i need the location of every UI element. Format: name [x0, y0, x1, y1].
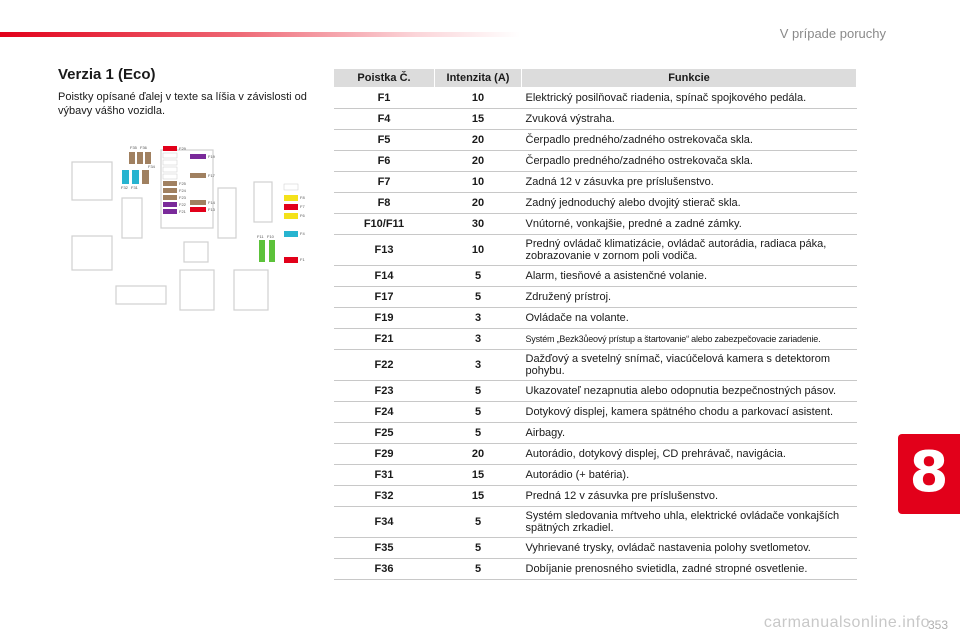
- fuse-table: [333, 68, 857, 580]
- fuse-f21: [163, 209, 177, 214]
- fuse-label: F4: [300, 231, 305, 236]
- table-header-row: [334, 69, 857, 88]
- fuse-number-cell: F22: [334, 350, 435, 381]
- table-row: [334, 444, 857, 465]
- table-row: [334, 465, 857, 486]
- fuse-label: F1: [300, 257, 305, 262]
- fuse-number-cell: F24: [334, 402, 435, 423]
- fuse-number-cell: F1: [334, 88, 435, 109]
- function-cell: Dobíjanie prenosného svietidla, zadné stropné osvetlenie.: [522, 559, 857, 580]
- outline-box: [116, 286, 166, 304]
- fuse-f10: [269, 240, 275, 262]
- fuse-number-cell: F14: [334, 266, 435, 287]
- function-cell: Ovládače na volante.: [522, 308, 857, 329]
- function-cell: Zadný jednoduchý alebo dvojitý stierač skla.: [522, 193, 857, 214]
- header-accent-bar: [0, 32, 520, 37]
- amperage-cell: 10: [435, 172, 522, 193]
- fuse-f30: [142, 170, 149, 184]
- amperage-cell: 15: [435, 465, 522, 486]
- table-row: [334, 193, 857, 214]
- table-row: [334, 329, 857, 350]
- table-row: [334, 214, 857, 235]
- fuse-number-cell: F25: [334, 423, 435, 444]
- amperage-cell: 5: [435, 559, 522, 580]
- page-heading: Verzia 1 (Eco): [58, 66, 156, 83]
- function-cell: Autorádio (+ batéria).: [522, 465, 857, 486]
- amperage-cell: 15: [435, 109, 522, 130]
- fuse-f8: [284, 195, 298, 201]
- amperage-cell: 15: [435, 486, 522, 507]
- amperage-cell: 20: [435, 151, 522, 172]
- fuse-f29: [163, 146, 177, 151]
- fuse-label: F13: [208, 207, 215, 212]
- fuse-box-diagram: [60, 140, 320, 320]
- fuse-label: F23: [179, 195, 186, 200]
- fuse-label: F8: [300, 195, 305, 200]
- fuse-f34: [145, 152, 151, 164]
- fuse-number-cell: F21: [334, 329, 435, 350]
- table-row: [334, 402, 857, 423]
- fuse-f14: [190, 200, 206, 205]
- fuse-label: F17: [208, 173, 215, 178]
- page-number: 353: [927, 618, 948, 632]
- fuse-number-cell: F17: [334, 287, 435, 308]
- fuse-number-cell: F34: [334, 507, 435, 538]
- table-row: [334, 151, 857, 172]
- watermark: carmanualsonline.info: [763, 614, 930, 631]
- fuse-number-cell: F6: [334, 151, 435, 172]
- function-cell: Čerpadlo predného/zadného ostrekovača skla.: [522, 130, 857, 151]
- fuse-label: F14: [208, 200, 215, 205]
- fuse-f36: [137, 152, 143, 164]
- fuse-f31: [132, 170, 139, 184]
- fuse-number-cell: F36: [334, 559, 435, 580]
- fuse-f6: [284, 213, 298, 219]
- col-header-fuse: Poistka Č.: [334, 69, 435, 88]
- fuse-column-right: [259, 184, 298, 263]
- function-cell: Vyhrievané trysky, ovládač nastavenia polohy svetlometov.: [522, 538, 857, 559]
- fuse-f4: [284, 231, 298, 237]
- outline-box: [72, 236, 112, 270]
- amperage-cell: 5: [435, 423, 522, 444]
- amperage-cell: 5: [435, 507, 522, 538]
- fuse-number-cell: F31: [334, 465, 435, 486]
- fuse-number-cell: F35: [334, 538, 435, 559]
- outline-box: [184, 242, 208, 262]
- fuse-label: F34: [148, 164, 155, 169]
- outline-box: [122, 198, 142, 238]
- fuse-f17: [190, 173, 206, 178]
- outline-box: [254, 182, 272, 222]
- function-cell: Systém sledovania mŕtveho uhla, elektrické ovládače vonkajších spätných zrkadiel.: [522, 507, 857, 538]
- intro-text: Poistky opísané ďalej v texte sa líšia v závislosti od výbavy vášho vozidla.: [58, 91, 307, 117]
- fuse-f11: [259, 240, 265, 262]
- function-cell: Predný ovládač klimatizácie, ovládač autorádia, radiaca páka, zobrazovanie v zornom poli vodiča.: [522, 235, 857, 266]
- fuse-label: F22: [179, 202, 186, 207]
- fuse-label: F11: [257, 234, 264, 239]
- amperage-cell: 3: [435, 308, 522, 329]
- table-row: [334, 507, 857, 538]
- amperage-cell: 5: [435, 287, 522, 308]
- function-cell: Zvuková výstraha.: [522, 109, 857, 130]
- fuse-label: F25: [179, 181, 186, 186]
- amperage-cell: 20: [435, 444, 522, 465]
- fuse-f13: [190, 207, 206, 212]
- fuse-f25: [163, 181, 177, 186]
- fuse-number-cell: F4: [334, 109, 435, 130]
- fuse-number-cell: F29: [334, 444, 435, 465]
- fuse-number-cell: F5: [334, 130, 435, 151]
- fuse-f24: [163, 188, 177, 193]
- table-row: [334, 109, 857, 130]
- fuse-f35: [129, 152, 135, 164]
- amperage-cell: 10: [435, 235, 522, 266]
- fuse-cluster-left: [122, 152, 151, 184]
- function-cell: Dotykový displej, kamera spätného chodu a parkovací asistent.: [522, 402, 857, 423]
- table-row: [334, 130, 857, 151]
- function-cell: Zadná 12 v zásuvka pre príslušenstvo.: [522, 172, 857, 193]
- table-row: [334, 287, 857, 308]
- fuse-f23: [163, 195, 177, 200]
- fuse-number-cell: F32: [334, 486, 435, 507]
- fuse-label: F35: [130, 145, 137, 150]
- fuse-number-cell: F8: [334, 193, 435, 214]
- function-cell: Predná 12 v zásuvka pre príslušenstvo.: [522, 486, 857, 507]
- table-row: [334, 381, 857, 402]
- fuse-number-cell: F7: [334, 172, 435, 193]
- table-row: [334, 308, 857, 329]
- amperage-cell: 3: [435, 329, 522, 350]
- function-cell: Airbagy.: [522, 423, 857, 444]
- amperage-cell: 5: [435, 381, 522, 402]
- amperage-cell: 20: [435, 193, 522, 214]
- amperage-cell: 5: [435, 538, 522, 559]
- fuse-label: F19: [208, 154, 215, 159]
- table-row: [334, 266, 857, 287]
- function-cell: Elektrický posilňovač riadenia, spínač spojkového pedála.: [522, 88, 857, 109]
- fuse-number-cell: F23: [334, 381, 435, 402]
- fuse-label: F32: [121, 185, 128, 190]
- col-header-function: Funkcie: [522, 69, 857, 88]
- amperage-cell: 10: [435, 88, 522, 109]
- function-cell: Dažďový a svetelný snímač, viacúčelová kamera s detektorom pohybu.: [522, 350, 857, 381]
- fuse-label: F10: [267, 234, 274, 239]
- table-row: [334, 235, 857, 266]
- table-row: [334, 423, 857, 444]
- fuse-label: F31: [131, 185, 138, 190]
- fuse-f19: [190, 154, 206, 159]
- function-cell: Systém „Bezk3ůeový prístup a štartovanie“ alebo zabezpečovacie zariadenie.: [522, 329, 857, 350]
- fuse-f22: [163, 202, 177, 207]
- amperage-cell: 5: [435, 402, 522, 423]
- amperage-cell: 5: [435, 266, 522, 287]
- function-cell: Ukazovateľ nezapnutia alebo odopnutia bezpečnostných pásov.: [522, 381, 857, 402]
- fuse-label: F29: [179, 146, 186, 151]
- fuse-number-cell: F19: [334, 308, 435, 329]
- table-row: [334, 172, 857, 193]
- function-cell: Autorádio, dotykový displej, CD prehrávač, navigácia.: [522, 444, 857, 465]
- table-row: [334, 88, 857, 109]
- outline-box: [234, 270, 268, 310]
- fuse-label: F6: [300, 213, 305, 218]
- outline-box: [72, 162, 112, 200]
- chapter-badge: [898, 434, 960, 514]
- fuse-number-cell: F13: [334, 235, 435, 266]
- outline-box: [180, 270, 214, 310]
- fuse-label: F24: [179, 188, 186, 193]
- table-row: [334, 559, 857, 580]
- table-row: [334, 486, 857, 507]
- table-row: [334, 350, 857, 381]
- section-title: V prípade poruchy: [779, 26, 886, 41]
- function-cell: Čerpadlo predného/zadného ostrekovača skla.: [522, 151, 857, 172]
- function-cell: Alarm, tiesňové a asistenčné volanie.: [522, 266, 857, 287]
- fuse-number-cell: F10/F11: [334, 214, 435, 235]
- fuse-f1: [284, 257, 298, 263]
- amperage-cell: 30: [435, 214, 522, 235]
- amperage-cell: 20: [435, 130, 522, 151]
- amperage-cell: 3: [435, 350, 522, 381]
- chapter-number: 8: [909, 440, 949, 505]
- fuse-f7: [284, 204, 298, 210]
- fuse-label: F36: [140, 145, 147, 150]
- outline-box: [218, 188, 236, 238]
- fuse-f32: [122, 170, 129, 184]
- table-row: [334, 538, 857, 559]
- function-cell: Združený prístroj.: [522, 287, 857, 308]
- function-cell: Vnútorné, vonkajšie, predné a zadné zámky.: [522, 214, 857, 235]
- col-header-amps: Intenzita (A): [435, 69, 522, 88]
- fuse-label: F21: [179, 209, 186, 214]
- fuse-label: F7: [300, 204, 305, 209]
